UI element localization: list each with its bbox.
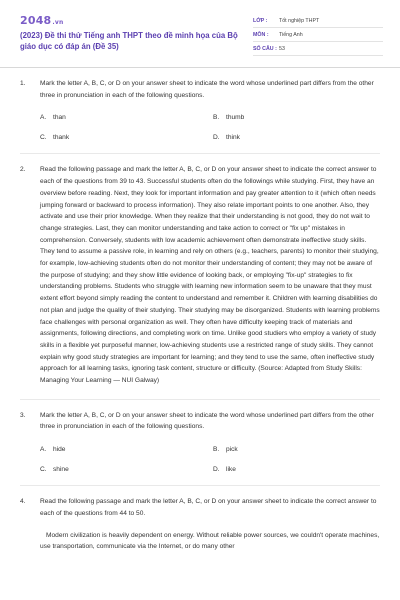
question-number: 2. xyxy=(20,166,26,174)
meta-row-class xyxy=(253,14,383,28)
option-letter: A. xyxy=(40,114,47,122)
exam-meta xyxy=(253,14,383,56)
option-a[interactable] xyxy=(40,114,213,121)
question-text: Read the following passage and mark the letter A, B, C, or D on your answer sheet to indicate the correct answer to each of the questions from 44 to 50. xyxy=(40,498,377,517)
meta-key: LỚP : xyxy=(253,17,268,24)
option-text: thumb xyxy=(226,114,245,122)
question-number: 1. xyxy=(20,80,26,87)
option-c[interactable] xyxy=(40,134,213,141)
question-separator xyxy=(20,153,380,154)
exam-title: (2023) Đề thi thử Tiếng anh THPT theo đề minh họa của Bộ giáo dục có đáp án (Đề 35) xyxy=(20,31,238,51)
reading-passage: Modern civilization is heavily dependent on energy. Without reliable power sources, we couldn't operate machines, use transportation, communicate via the Internet, or do many other xyxy=(40,531,380,551)
meta-value: Tốt nghiệp THPT xyxy=(279,17,320,24)
header-divider xyxy=(0,67,400,68)
question-3 xyxy=(0,410,400,473)
option-text: pick xyxy=(226,446,238,454)
option-c[interactable] xyxy=(40,466,213,473)
option-text: think xyxy=(226,134,240,142)
question-number: 3. xyxy=(20,411,26,419)
option-b[interactable] xyxy=(213,446,353,453)
answer-options xyxy=(40,114,380,141)
meta-row-count xyxy=(253,42,383,56)
site-logo[interactable] xyxy=(20,14,63,27)
question-text: Mark the letter A, B, C, or D on your answer sheet to indicate the word whose underlined part differs from the other three in pronunciation in each of the following questions. xyxy=(40,80,374,99)
question-4 xyxy=(0,496,400,553)
option-letter: D. xyxy=(213,466,220,474)
answer-options xyxy=(40,446,380,473)
logo-text: 2048 xyxy=(20,14,52,27)
question-list xyxy=(0,78,400,553)
option-text: hide xyxy=(53,446,66,454)
meta-row-subject xyxy=(253,28,383,42)
option-letter: B. xyxy=(213,446,220,454)
option-d[interactable] xyxy=(213,134,353,141)
header xyxy=(0,0,400,62)
question-separator xyxy=(20,485,380,486)
option-letter: C. xyxy=(40,466,47,474)
option-text: than xyxy=(53,114,66,122)
meta-key: MÔN : xyxy=(253,31,269,38)
meta-value: 53 xyxy=(279,45,285,52)
question-number: 4. xyxy=(20,498,26,506)
option-letter: C. xyxy=(40,134,47,142)
logo-suffix: .vn xyxy=(52,19,64,26)
option-letter: D. xyxy=(213,134,220,142)
meta-key: SỐ CÂU : xyxy=(253,45,277,52)
question-separator xyxy=(20,399,380,400)
question-text: Mark the letter A, B, C, or D on your answer sheet to indicate the word whose underlined part differs from the other three in pronunciation in each of the following questions. xyxy=(40,411,374,431)
option-b[interactable] xyxy=(213,114,353,121)
meta-value: Tiếng Anh xyxy=(279,31,303,38)
option-text: shine xyxy=(53,466,69,474)
option-text: like xyxy=(226,466,236,474)
question-text: Read the following passage and mark the letter A, B, C, or D on your answer sheet to indicate the correct answer to each of the questions from 39 to 43. Successful students often do the followings while studying. First, they have an overview before reading. Next, they look for important information and pay greater attention to it (which often needs jumping forward or backward to process information). They also relate important points to one another. Also, they activate and use their prior knowledge. When they realize that their understanding is not good, they do not wait to change strategies. Last, they can monitor understanding and take action to correct or "fix up" mistakes in comprehension. Conversely, students with low academic achievement often demonstrate ineffective study skills. They tend to assume a passive role, in learning and rely on others (e.g., teachers, parents) to monitor their studying, for example, low-achieving students often do not monitor their understanding of content; they may not be aware of the purpose of studying; and they show little evidence of looking back, or employing "fix-up" strategies to fix understanding problems. Students who struggle with learning new information seem to be unaware that they must extent effort beyond simply reading the content to understand and remember it. Children with learning disabilities do not plan and judge the quality of their studying. Their studying may be disorganized. Students with learning problems face challenges with personal organization as well. They often have difficulty keeping track of materials and assignments, following directions, and completing work on time. Unlike good studiers who employ a variety of study skills in a flexible yet purposeful manner, low-achieving students use a restricted range of study skills. They cannot explain why good study strategies are important for learning; and they tend to use the same, often ineffective study approach for all learning tasks, ignoring task content, structure or difficulty. (Source: Adapted from Study Skills: Managing Your Learning — NUI Galway) xyxy=(40,166,380,385)
option-a[interactable] xyxy=(40,446,213,453)
option-letter: A. xyxy=(40,446,47,454)
question-2 xyxy=(0,164,400,386)
option-letter: B. xyxy=(213,114,220,122)
question-1 xyxy=(0,78,400,141)
option-text: thank xyxy=(53,134,70,142)
option-d[interactable] xyxy=(213,466,353,473)
